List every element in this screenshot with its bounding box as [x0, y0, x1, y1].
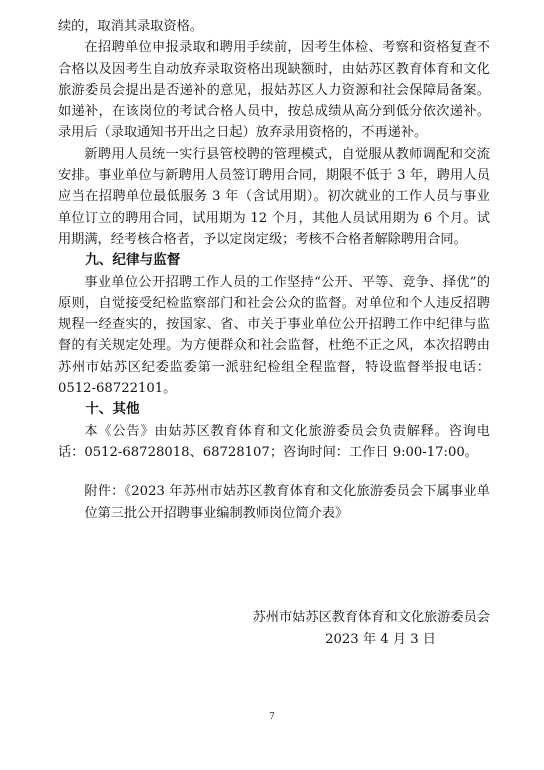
attachment-label: 附件：《2023 年苏州市姑苏区教育体育和文化旅游委员会下属事业单位第三批公开招聘事业编制教师岗位简介表》: [84, 484, 490, 521]
section-heading-other: 十、其他: [85, 401, 140, 418]
document-body: [58, 16, 490, 524]
paragraph-continuation: 续的，取消其录取资格。: [58, 19, 204, 34]
signature-organization: 苏州市姑苏区教育体育和文化旅游委员会: [252, 610, 490, 625]
page-number: 7: [269, 712, 275, 722]
signature-block: [58, 607, 490, 651]
section-heading-discipline: 九、纪律与监督: [85, 252, 181, 269]
paragraph-other: 本《公告》由姑苏区教育体育和文化旅游委员会负责解释。咨询电话：0512-68728018、68728107；咨询时间：工作日 9:00-17:00。: [58, 423, 490, 460]
attachment-note: [58, 481, 490, 524]
paragraph-employment: 新聘用人员统一实行县管校聘的管理模式，自觉服从教师调配和交流安排。事业单位与新聘用人员签订聘用合同，期限不低于 3 年，聘用人员应当在招聘单位最低服务 3 年（含试用期）。初次就业的工作人员与事业单位订立的聘用合同，试用期为 12 个月，其他人员试用期为 6 个月。试用期满，经考核合格者，予以定岗定级；考核不合格者解除聘用合同。: [58, 146, 490, 247]
paragraph-substitution: 在招聘单位申报录取和聘用手续前，因考生体检、考察和资格复查不合格以及因考生自动放弃录取资格出现缺额时，由姑苏区教育体育和文化旅游委员会提出是否递补的意见，报姑苏区人力资源和社会保障局备案。如递补，在该岗位的考试合格人员中，按总成绩从高分到低分依次递补。录用后（录取通知书开出之日起）放弃录用资格的，不再递补。: [58, 40, 490, 141]
paragraph-discipline: 事业单位公开招聘工作人员的工作坚持“公开、平等、竞争、择优”的原则，自觉接受纪检监察部门和社会公众的监督。对单位和个人违反招聘规程一经查实的，按国家、省、市关于事业单位公开招聘工作中纪律与监督的有关规定处理。为方便群众和社会监督，杜绝不正之风，本次招聘由苏州市姑苏区纪委监委第一派驻纪检组全程监督，特设监督举报电话：0512-68722101。: [58, 274, 490, 397]
signature-date: 2023 年 4 月 3 日: [325, 632, 436, 647]
